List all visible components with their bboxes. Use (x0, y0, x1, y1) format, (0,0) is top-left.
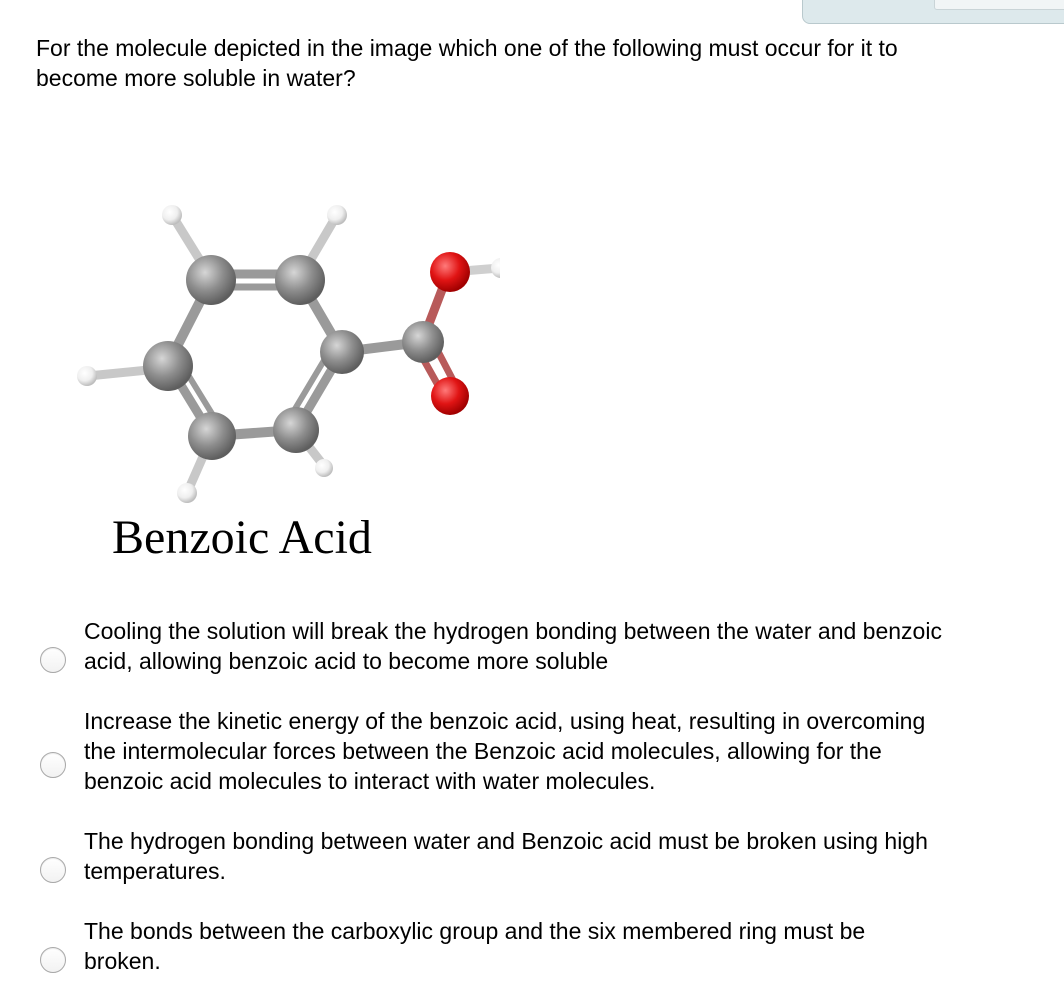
question-text: For the molecule depicted in the image which one of the following must occur for it to become more soluble in water? (36, 35, 898, 91)
top-panel-field (934, 0, 1064, 10)
answer-option-text: The hydrogen bonding between water and Benzoic acid must be broken using high temperatures. (84, 828, 928, 884)
radio-button[interactable] (40, 752, 66, 778)
oxygen-atom (431, 377, 469, 415)
answer-option-2[interactable] (40, 706, 1064, 796)
answer-option-text: Cooling the solution will break the hydrogen bonding between the water and benzoic acid, allowing benzoic acid to become more soluble (84, 618, 942, 674)
radio-button[interactable] (40, 947, 66, 973)
radio-button[interactable] (40, 857, 66, 883)
answer-option-text: Increase the kinetic energy of the benzoic acid, using heat, resulting in overcoming the intermolecular forces between the Benzoic acid molecules, allowing for the benzoic acid molecules to interact with water molecules. (84, 708, 926, 794)
carbon-atom (275, 255, 325, 305)
oxygen-atom (430, 252, 470, 292)
hydrogen-atom (491, 258, 500, 278)
atoms (77, 205, 500, 503)
answer-option-1[interactable] (40, 616, 1064, 676)
radio-button[interactable] (40, 647, 66, 673)
benzoic-acid-molecule-model (60, 190, 500, 510)
hydrogen-atom (315, 459, 333, 477)
hydrogen-atom (177, 483, 197, 503)
carbon-atom (143, 341, 193, 391)
answer-option-4[interactable] (40, 916, 1064, 976)
figure-caption: Benzoic Acid (112, 511, 372, 564)
molecule-figure (60, 190, 500, 580)
hydrogen-atom (77, 366, 97, 386)
carbon-atom (320, 330, 364, 374)
carbon-atom (186, 255, 236, 305)
carbon-atom (273, 407, 319, 453)
carbon-atom (402, 321, 444, 363)
answer-option-text: The bonds between the carboxylic group and the six membered ring must be broken. (84, 918, 866, 974)
hydrogen-atom (327, 205, 347, 225)
answer-option-3[interactable] (40, 826, 1064, 886)
carbon-atom (188, 412, 236, 460)
hydrogen-atom (162, 205, 182, 225)
